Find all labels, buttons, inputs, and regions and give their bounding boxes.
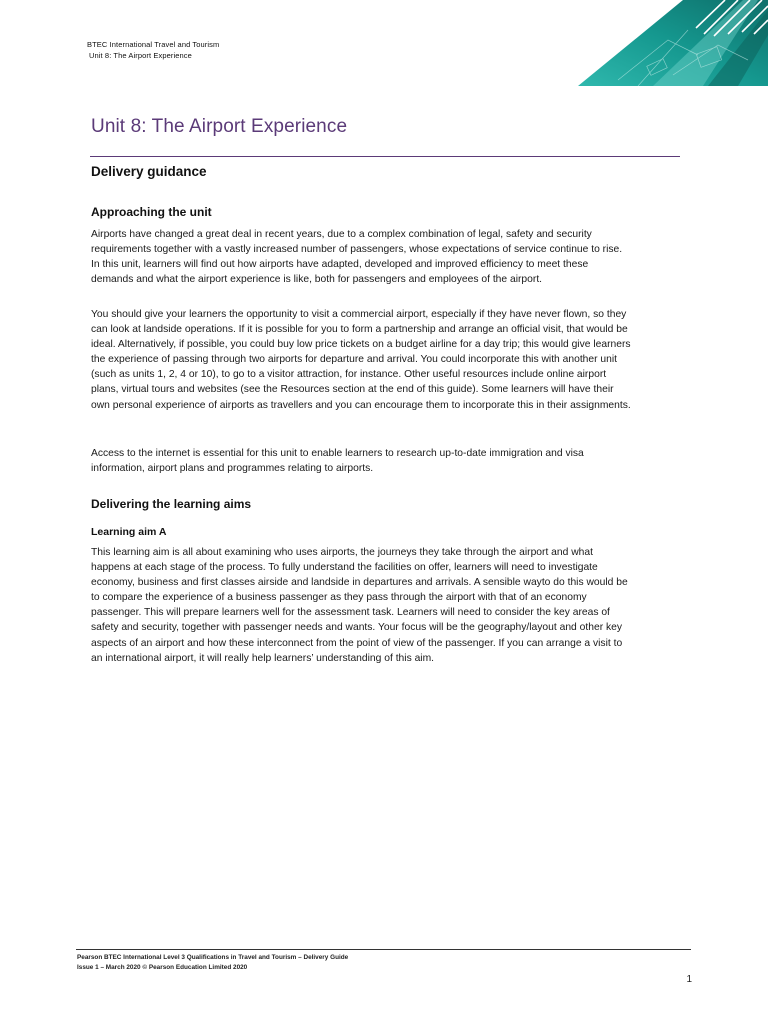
learning-aim-a-paragraph: This learning aim is all about examining who uses airports, the journeys they take through the airport and what happens at each stage of the process. To fully understand the facilities on offer, learners will need to investigate economy, business and first classes airside and landside in departures and arrivals. A sensible wayto do this would be to compare the experience of a business passenger as they pass through the airport with that of an economy passenger. This will prepare learners well for the assessment task. Learners will need to consider the key areas of safety and security, together with passenger needs and wants. Your focus will be the geography/layout and other key aspects of an airport and how these interconnect from the point of view of the passenger. If you can arrange a visit to an international airport, it will really help learners’ understanding of this aim. (91, 547, 628, 664)
footer-divider (76, 949, 691, 950)
section-heading: Delivery guidance (91, 164, 207, 179)
footer-line-1: Pearson BTEC International Level 3 Qualifications in Travel and Tourism – Delivery Guide (77, 954, 349, 961)
approaching-paragraph-3: Access to the internet is essential for this unit to enable learners to research up-to-date immigration and visa information, airport plans and programmes relating to airports. (91, 448, 584, 475)
page-number: 1 (686, 974, 692, 985)
header-line-1: BTEC International Travel and Tourism (87, 40, 220, 49)
approaching-paragraph-1: Airports have changed a great deal in recent years, due to a complex combination of legal, safety and security requirements together with a vastly increased number of passengers, whose expectations of service continue to rise. In this unit, learners will find out how airports have adapted, developed and improved efficiency to meet these demands and what the airport experience is like, both for passengers and employees of the airport. (91, 229, 623, 286)
running-header (87, 39, 219, 61)
corner-decoration-icon (578, 0, 768, 86)
learning-aim-a-heading: Learning aim A (91, 526, 167, 538)
approaching-paragraph-2: You should give your learners the opportunity to visit a commercial airport, especially if they have never flown, so they can look at landside operations. If it is possible for you to form a partnership and arrange an official visit, that would be ideal. Alternatively, if possible, you could buy low price tickets on a budget airline for a day trip; this would give learners the experience of passing through two airports for departure and arrival. You could incorporate this with another unit (such as units 1, 2, 4 or 10), to go to a visitor attraction, for instance. Other useful resources include online airport plans, virtual tours and websites (see the Resources section at the end of this guide). Some learners will have their own personal experience of airports as travellers and you can encourage them to incorporate this in their assignments. (91, 309, 631, 411)
header-line-2: Unit 8: The Airport Experience (89, 51, 192, 60)
title-divider (90, 156, 680, 157)
page-title: Unit 8: The Airport Experience (91, 116, 348, 137)
footer-line-2: Issue 1 – March 2020 © Pearson Education Limited 2020 (77, 963, 248, 971)
approaching-heading: Approaching the unit (91, 205, 212, 219)
delivering-heading: Delivering the learning aims (91, 497, 252, 511)
footer (77, 953, 348, 972)
